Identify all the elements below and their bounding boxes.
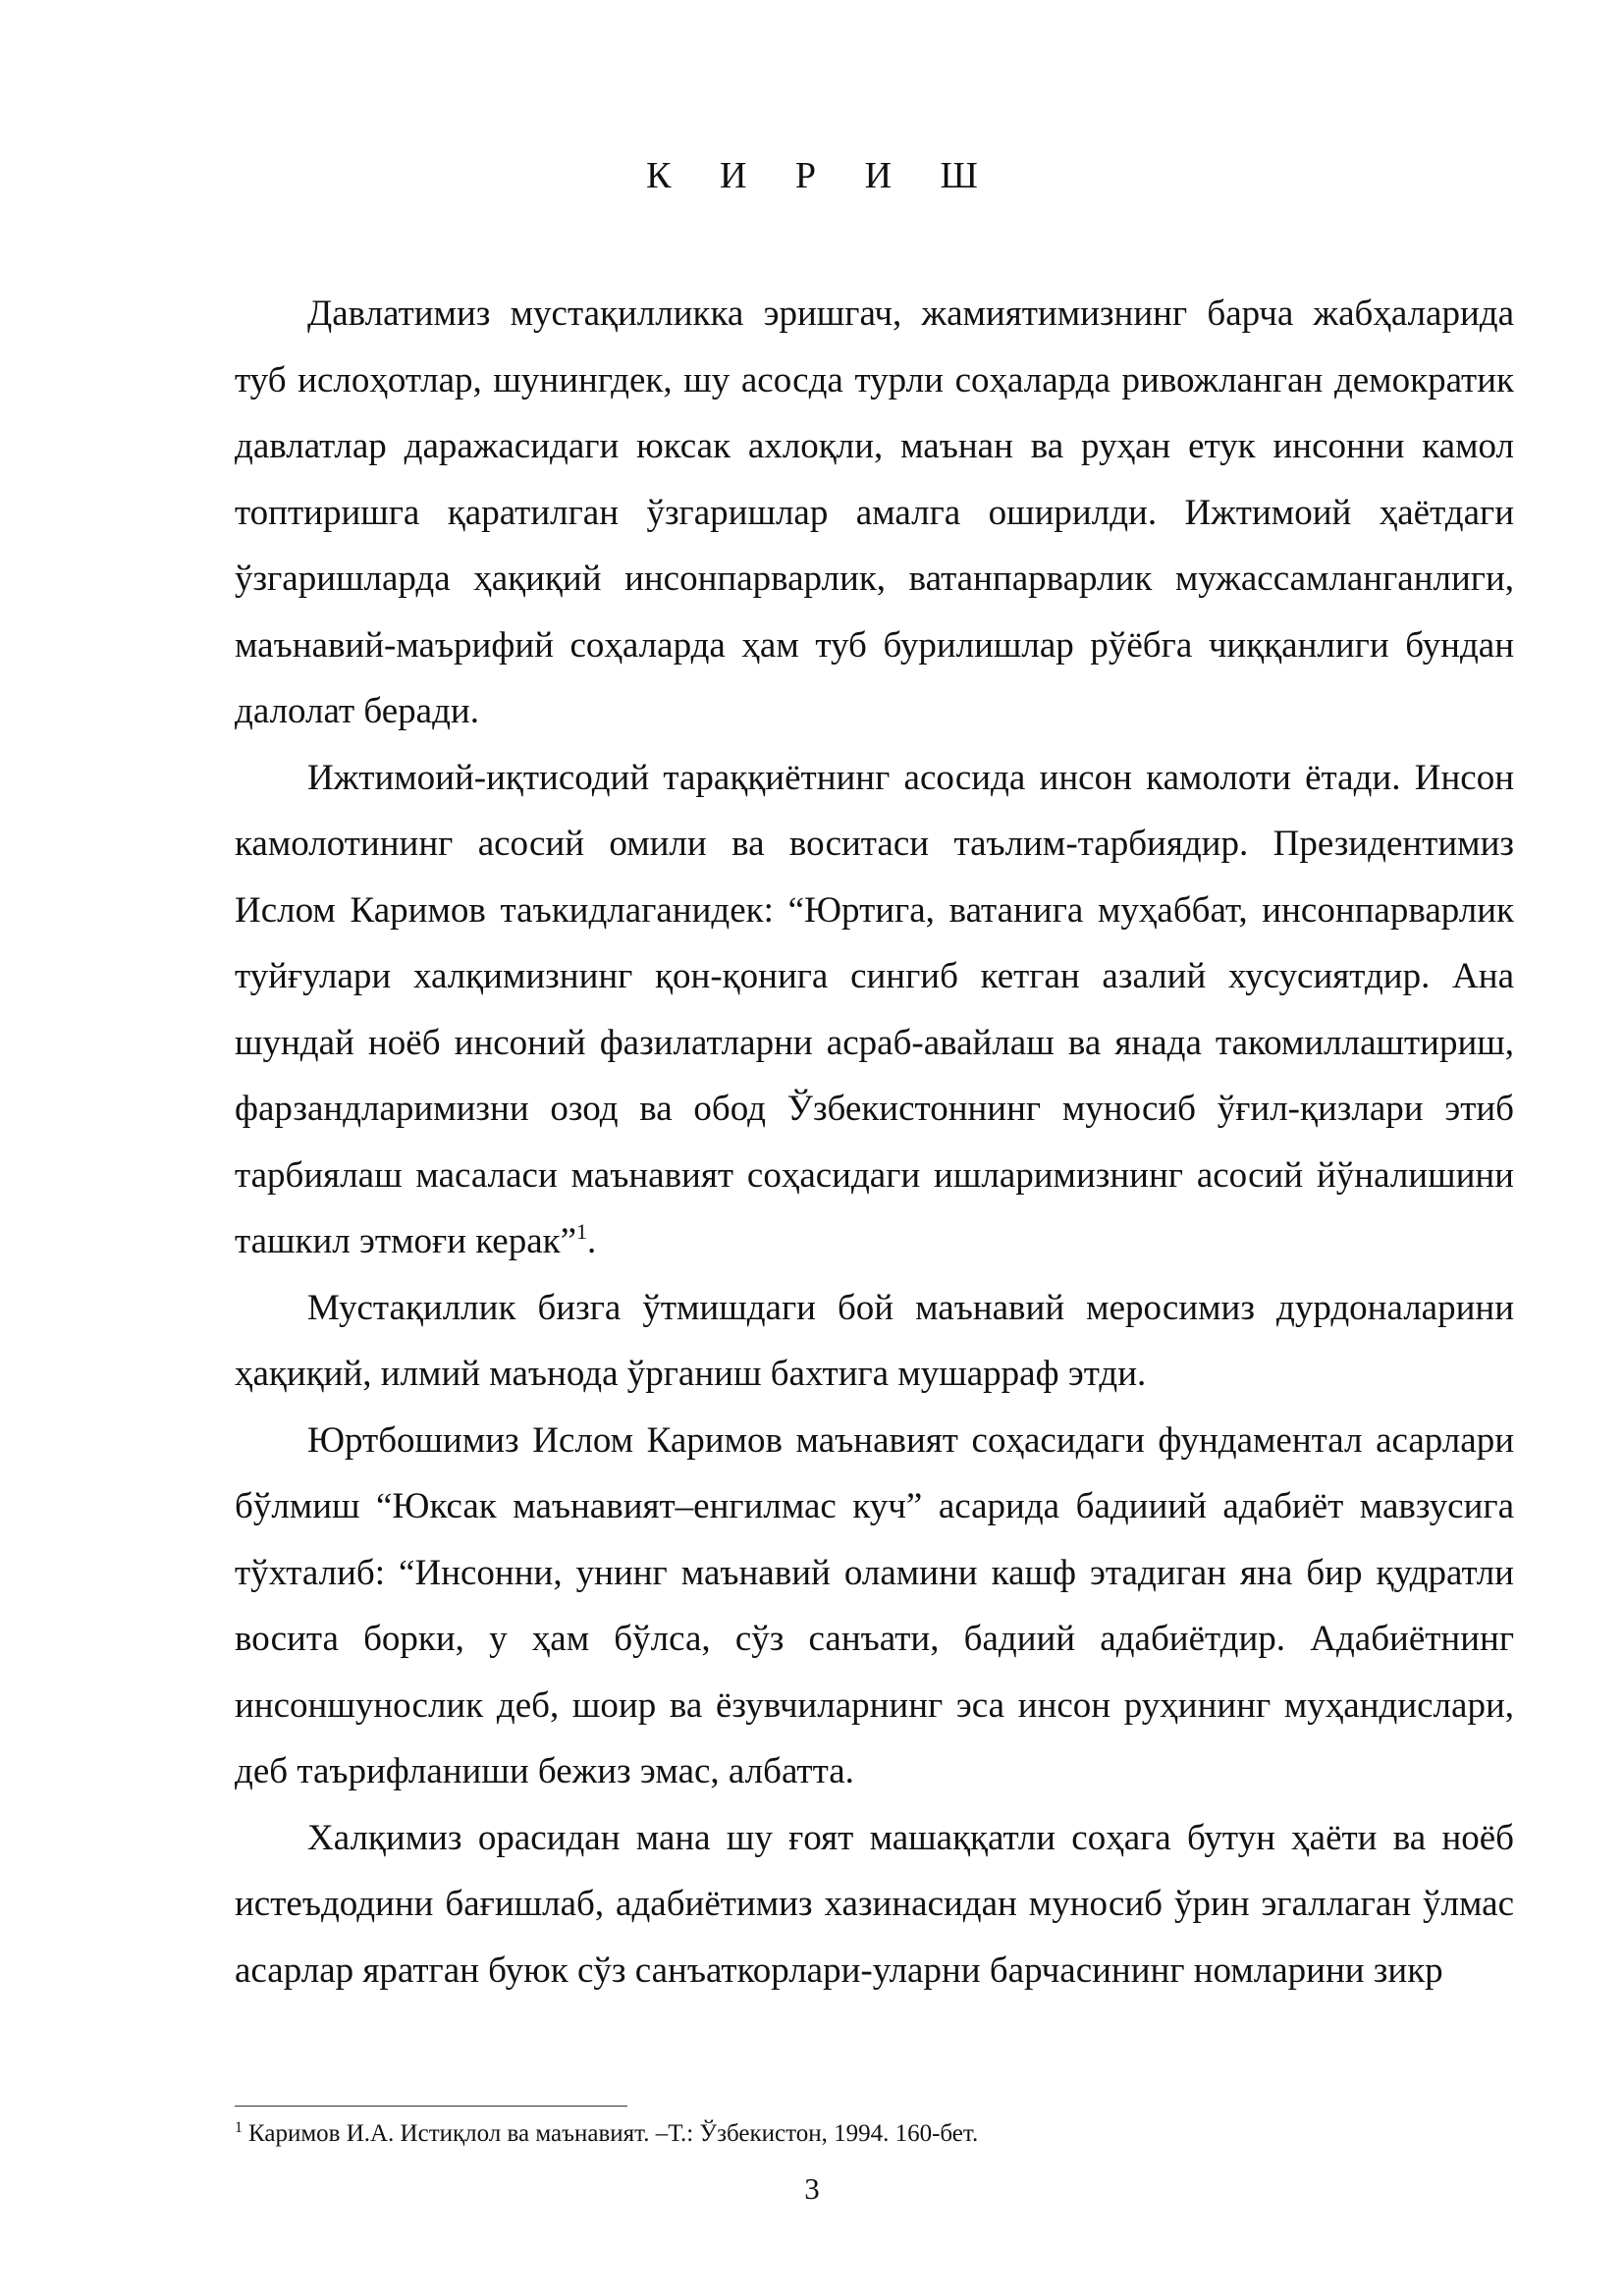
paragraph-2-text: Ижтимоий-иқтисодий тараққиётнинг асосида инсон камолоти ётади. Инсон камолотининг асосий омили ва воситаси таълим-тарбиядир. Президентимиз Ислом Каримов таъкидлаганидек: “Юртига, ватанига муҳаббат, инсонпарварлик туйғулари халқимизнинг қон-қонига сингиб кетган азалий хусусиятдир. Ана шундай ноёб инсоний фазилатларни асраб-авайлаш ва янада такомиллаштириш, фарзандларимизни озод ва обод Ўзбекистоннинг муносиб ўғил-қизлари этиб тарбиялаш масаласи маънавият соҳасидаги ишларимизнинг асосий йўналишини ташкил этмоғи керак” (235, 757, 1514, 1261)
paragraph-2 (235, 745, 1514, 1275)
page-title: К И Р И Ш (646, 155, 998, 196)
footnote (235, 2117, 1514, 2151)
paragraph-4: Юртбошимиз Ислом Каримов маънавият соҳасидаги фундаментал асарлари бўлмиш “Юксак маънавият–енгилмас куч” асарида бадииий адабиёт мавзусига тўхталиб: “Инсонни, унинг маънавий оламини кашф этадиган яна бир қудратли восита борки, у ҳам бўлса, сўз санъати, бадиий адабиётдир. Адабиётнинг инсоншунослик деб, шоир ва ёзувчиларнинг эса инсон руҳининг муҳандислари, деб таърифланиши бежиз эмас, албатта. (235, 1419, 1514, 1791)
footnote-marker: 1 (235, 2119, 243, 2136)
paragraph-2-tail: . (587, 1221, 597, 1261)
footnote-text: Каримов И.А. Истиқлол ва маънавият. –Т.: Ўзбекистон, 1994. 160-бет. (248, 2120, 979, 2147)
paragraph-3: Мустақиллик бизга ўтмишдаги бой маънавий меросимиз дурдоналарини ҳақиқий, илмий маънода ўрганиш бахтига мушарраф этди. (235, 1287, 1514, 1394)
footnote-divider (235, 2106, 627, 2107)
paragraph-1: Давлатимиз мустақилликка эришгач, жамиятимизнинг барча жабҳаларида туб ислоҳотлар, шунингдек, шу асосда турли соҳаларда ривожланган демократик давлатлар даражасидаги юксак ахлоқли, маънан ва руҳан етук инсонни камол топтиришга қаратилган ўзгаришлар амалга оширилди. Ижтимоий ҳаётдаги ўзгаришларда ҳақиқий инсонпарварлик, ватанпарварлик мужассамланганлиги, маънавий-маърифий соҳаларда ҳам туб бурилишлар рўёбга чиққанлиги бундан далолат беради. (235, 294, 1514, 731)
body-text (235, 281, 1514, 2003)
paragraph-5: Халқимиз орасидан мана шу ғоят машаққатли соҳага бутун ҳаёти ва ноёб истеъдодини бағишлаб, адабиётимиз хазинасидан муносиб ўрин эгаллаган ўлмас асарлар яратган буюк сўз санъаткорлари-уларни барчасининг номларини зикр (235, 1817, 1514, 1991)
footnote-reference[interactable]: 1 (576, 1219, 588, 1244)
page-number: 3 (804, 2171, 820, 2206)
